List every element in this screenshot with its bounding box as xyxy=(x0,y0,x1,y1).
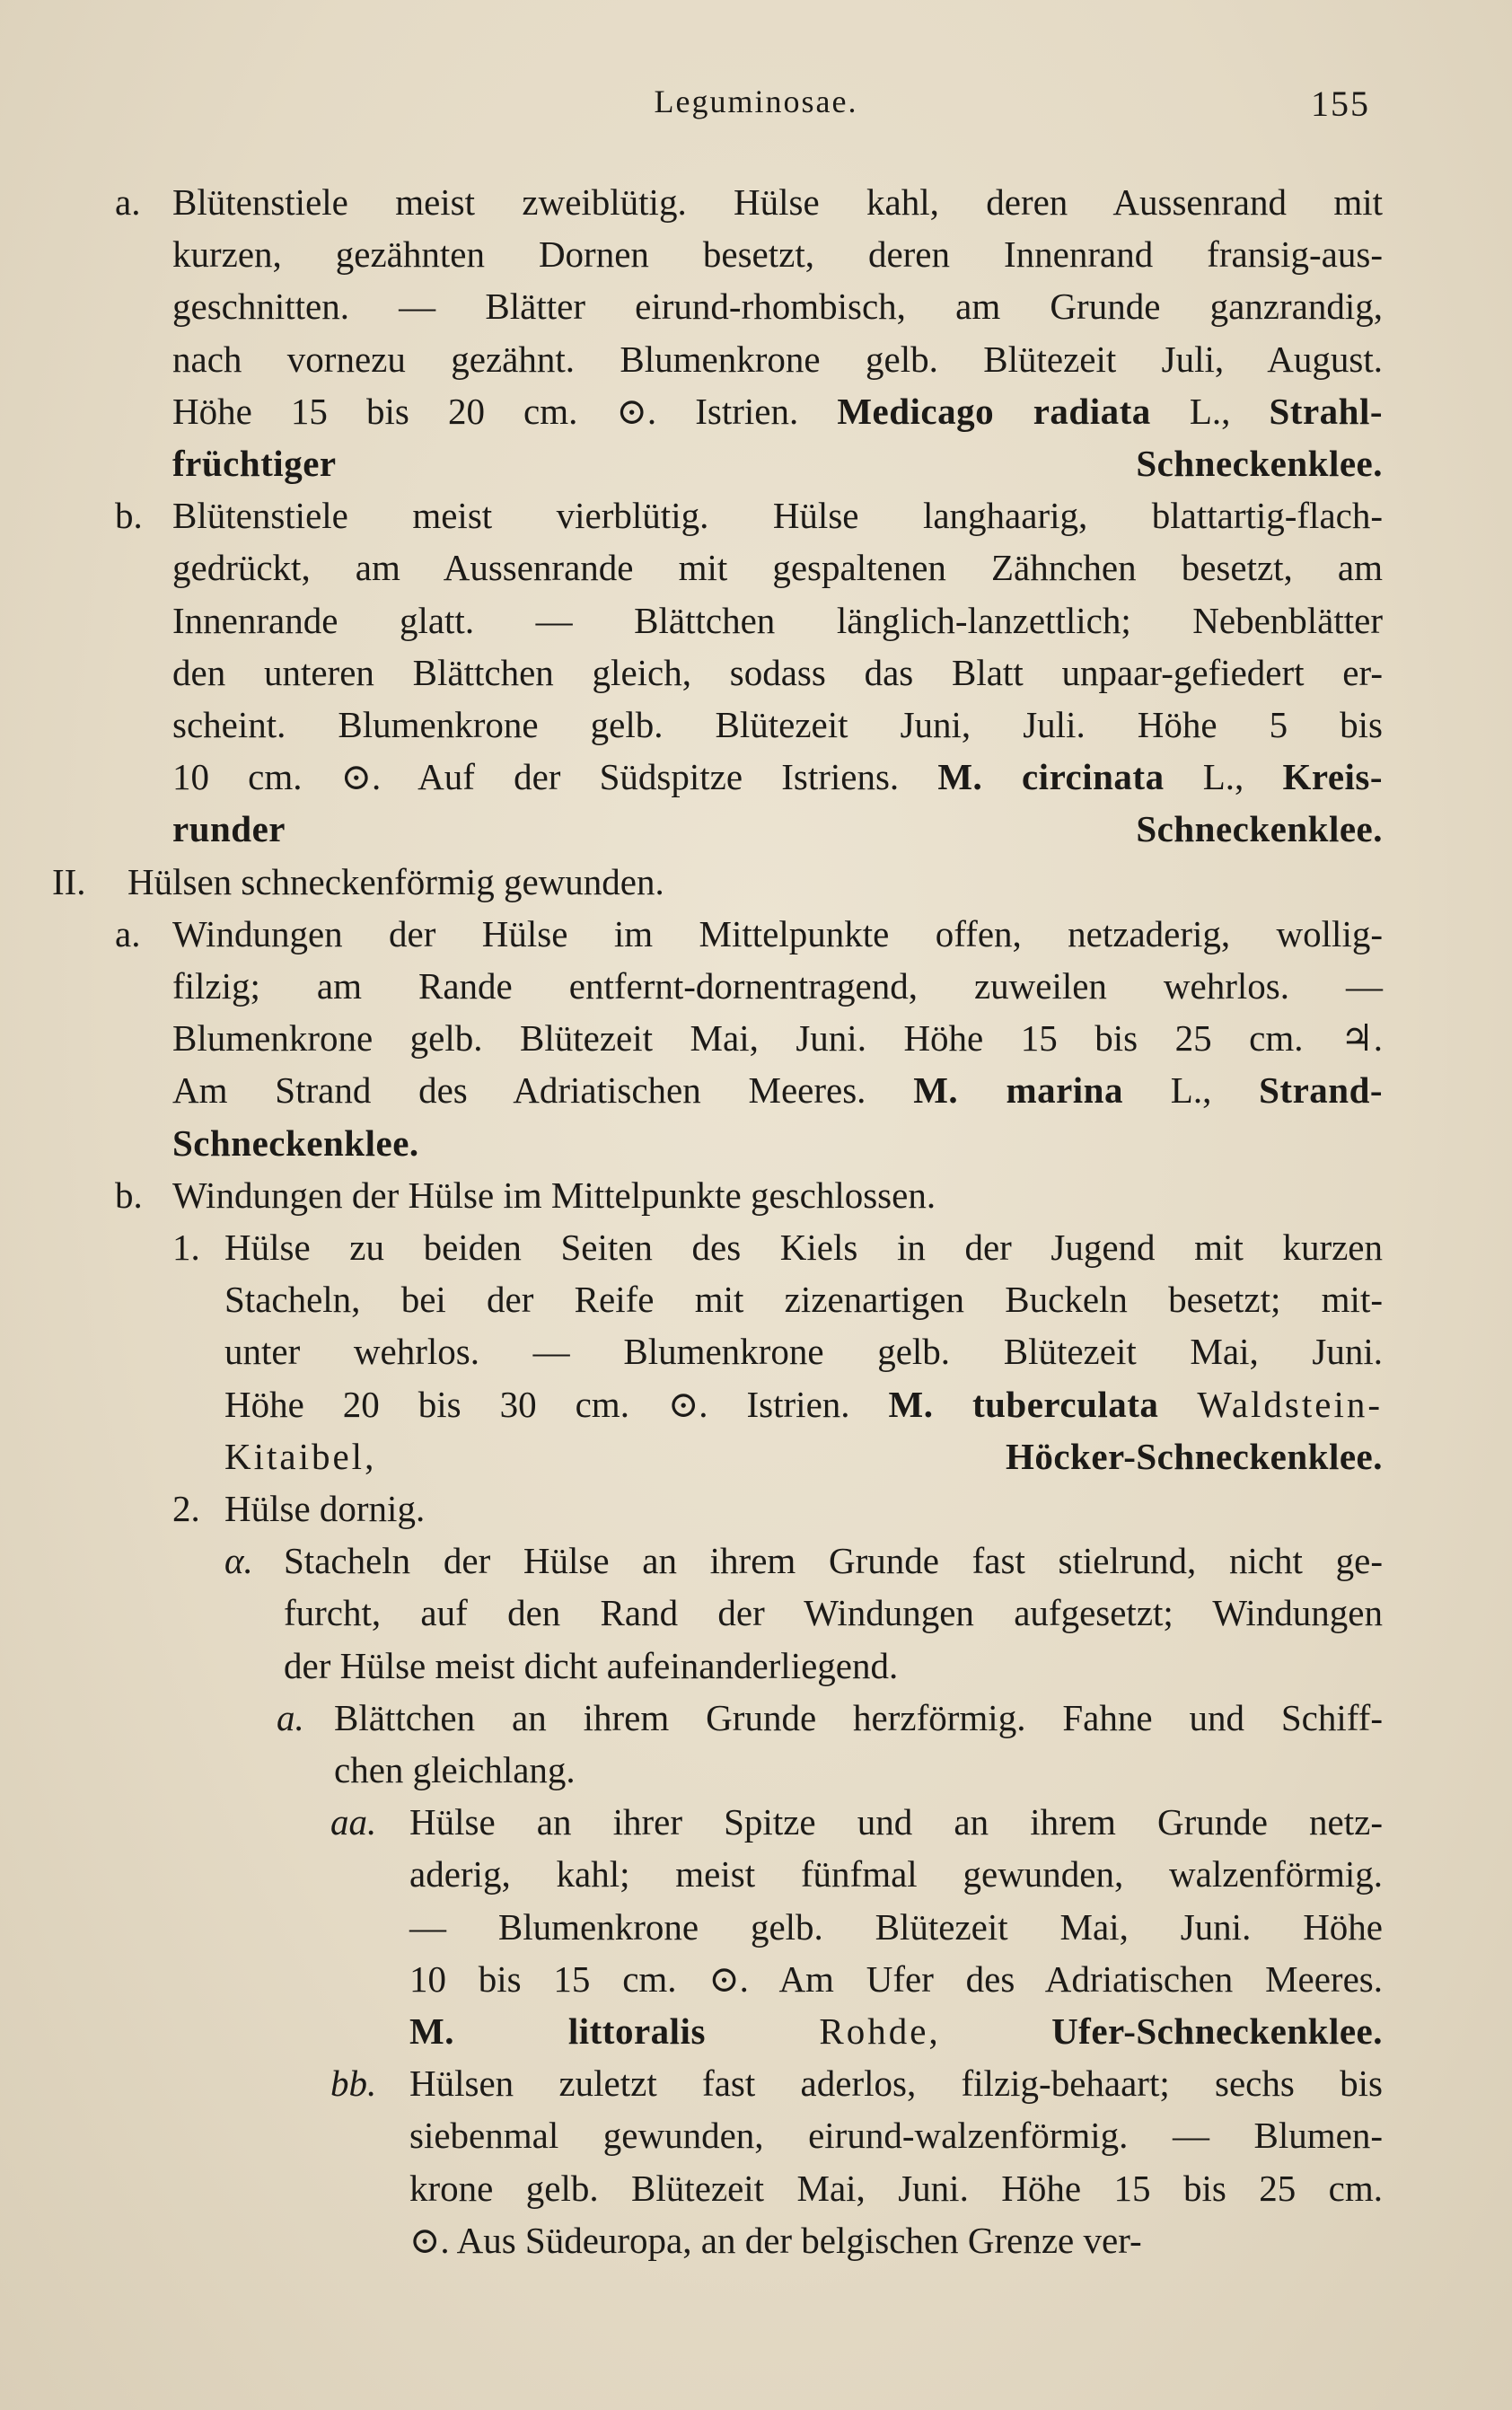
text-line xyxy=(224,1273,1383,1325)
text-line xyxy=(409,1901,1383,1953)
species-name: M. marina xyxy=(913,1069,1123,1112)
species-name: Strand- xyxy=(1259,1069,1384,1112)
text-segment: 10 cm. ⊙. Auf der Südspitze Istriens. xyxy=(172,756,938,798)
item-label: bb. xyxy=(330,2063,377,2105)
text-segment: aderig, kahl; meist fünfmal gewunden, walzenförmig. xyxy=(409,1853,1383,1895)
text-segment: Hülse an ihrer Spitze und an ihrem Grunde netz- xyxy=(409,1801,1383,1843)
text-line xyxy=(284,1535,1383,1587)
page-number: 155 xyxy=(1311,84,1370,124)
item-label: 1. xyxy=(172,1227,200,1268)
text-segment: nach vornezu gezähnt. Blumenkrone gelb. Blütezeit Juli, August. xyxy=(172,338,1383,380)
text-segment: der Hülse meist dicht aufeinanderliegend. xyxy=(284,1644,899,1686)
species-name: M. circinata xyxy=(937,756,1165,798)
text-line xyxy=(172,1117,1383,1169)
text-line xyxy=(224,1378,1383,1430)
species-name: früchtiger Schneckenklee. xyxy=(172,443,1383,484)
item-label: aa. xyxy=(330,1801,377,1843)
author-name: Rohde xyxy=(819,2010,929,2052)
text-line xyxy=(409,2057,1383,2109)
text-segment: Blumenkrone gelb. Blütezeit Mai, Juni. Höhe 15 bis 25 cm. ♃. xyxy=(172,1017,1383,1060)
text-line xyxy=(172,176,1383,228)
text-segment: filzig; am Rande entfernt-dornentragend, zuweilen wehrlos. — xyxy=(172,965,1383,1007)
text-segment: L., xyxy=(1150,390,1270,432)
text-segment: — Blumenkrone gelb. Blütezeit Mai, Juni. Höhe xyxy=(409,1905,1383,1948)
text-line xyxy=(172,333,1383,385)
text-segment: geschnitten. — Blätter eirund-rhombisch, am Grunde ganzrandig, xyxy=(172,286,1383,328)
item-label: a. xyxy=(277,1696,304,1738)
species-name: runder Schneckenklee. xyxy=(172,808,1383,850)
author-name: Kitaibel xyxy=(224,1435,365,1477)
text-segment: 10 bis 15 cm. ⊙. Am Ufer des Adriatischen Meeres. xyxy=(409,1957,1383,2000)
running-header: Leguminosae. xyxy=(654,84,858,119)
text-segment: chen gleichlang. xyxy=(334,1749,576,1790)
text-line xyxy=(284,1640,1383,1692)
text-segment: , xyxy=(365,1435,1006,1477)
text-line xyxy=(172,1064,1383,1116)
text-line xyxy=(224,1325,1383,1377)
text-line xyxy=(409,2214,1383,2266)
species-name: Ufer-Schneckenklee. xyxy=(1051,2010,1384,2052)
species-name: Höcker-Schneckenklee. xyxy=(1005,1435,1383,1477)
text-segment: , xyxy=(928,2010,1052,2052)
text-segment: den unteren Blättchen gleich, sodass das Blatt unpaar-gefiedert er- xyxy=(172,651,1383,693)
text-line xyxy=(172,385,1383,437)
text-line xyxy=(172,646,1383,699)
text-line xyxy=(334,1744,1383,1796)
species-name: Kreis- xyxy=(1282,756,1384,798)
text-line xyxy=(224,1221,1383,1273)
text-segment: Höhe 15 bis 20 cm. ⊙. Istrien. xyxy=(172,390,838,432)
text-line xyxy=(172,489,1383,541)
text-line xyxy=(334,1692,1383,1744)
text-segment: krone gelb. Blütezeit Mai, Juni. Höhe 15 bis 25 cm. xyxy=(409,2167,1383,2209)
item-label: II. xyxy=(52,860,86,902)
text-segment: Hülse zu beiden Seiten des Kiels in der Jugend mit kurzen xyxy=(224,1227,1383,1268)
text-segment: Stacheln, bei der Reife mit zizenartigen Buckeln besetzt; mit- xyxy=(224,1279,1383,1321)
text-line xyxy=(409,2005,1383,2057)
text-segment: Windungen der Hülse im Mittelpunkte offen, netzaderig, wollig- xyxy=(172,912,1383,954)
text-line xyxy=(172,803,1383,855)
item-label: 2. xyxy=(172,1488,200,1529)
text-line xyxy=(172,594,1383,646)
text-line xyxy=(224,1430,1383,1482)
text-segment: Blütenstiele meist vierblütig. Hülse langhaarig, blattartig-flach- xyxy=(172,495,1383,537)
text-line xyxy=(409,1796,1383,1848)
text-line xyxy=(172,699,1383,751)
item-label: α. xyxy=(224,1540,253,1582)
item-label: b. xyxy=(115,495,143,537)
text-segment: siebenmal gewunden, eirund-walzenförmig. — Blumen- xyxy=(409,2115,1383,2157)
species-name: M. littoralis xyxy=(409,2010,706,2052)
text-segment: kurzen, gezähnten Dornen besetzt, deren Innenrand fransig-aus- xyxy=(172,233,1383,276)
text-line xyxy=(172,437,1383,489)
text-segment: Hülsen schneckenförmig gewunden. xyxy=(127,860,664,902)
text-line xyxy=(172,228,1383,280)
text-segment: Blättchen an ihrem Grunde herzförmig. Fahne und Schiff- xyxy=(334,1696,1383,1738)
text-segment: Innenrande glatt. — Blättchen länglich-lanzettlich; Nebenblätter xyxy=(172,599,1383,641)
text-segment: L., xyxy=(1123,1069,1260,1112)
text-line xyxy=(172,751,1383,803)
text-segment: Hülse dornig. xyxy=(224,1488,426,1529)
text-line xyxy=(409,1848,1383,1900)
text-line xyxy=(409,2162,1383,2214)
item-label: b. xyxy=(115,1174,143,1216)
species-name: Strahl- xyxy=(1269,390,1383,432)
text-segment: Blütenstiele meist zweiblütig. Hülse kahl, deren Aussenrand mit xyxy=(172,181,1383,223)
author-name: Waldstein- xyxy=(1197,1383,1384,1425)
text-line xyxy=(409,2109,1383,2161)
text-segment xyxy=(1158,1384,1197,1425)
text-segment: ⊙. Aus Südeuropa, an der belgischen Grenze ver- xyxy=(409,2219,1142,2261)
text-segment: furcht, auf den Rand der Windungen aufgesetzt; Windungen xyxy=(284,1592,1383,1634)
species-name: Medicago radiata xyxy=(837,390,1151,432)
text-line xyxy=(172,908,1383,960)
text-line xyxy=(172,541,1383,594)
item-label: a. xyxy=(115,912,141,954)
text-segment: gedrückt, am Aussenrande mit gespaltenen Zähnchen besetzt, am xyxy=(172,547,1383,589)
text-line xyxy=(224,1482,1383,1535)
text-segment: Höhe 20 bis 30 cm. ⊙. Istrien. xyxy=(224,1383,889,1425)
text-segment xyxy=(706,2010,819,2052)
text-segment: scheint. Blumenkrone gelb. Blütezeit Juni, Juli. Höhe 5 bis xyxy=(172,704,1383,745)
text-line xyxy=(172,1169,1383,1221)
text-segment: L., xyxy=(1164,756,1283,798)
species-name: M. tuberculata xyxy=(888,1383,1159,1425)
text-segment: unter wehrlos. — Blumenkrone gelb. Blütezeit Mai, Juni. xyxy=(224,1331,1383,1373)
text-segment: Hülsen zuletzt fast aderlos, filzig-behaart; sechs bis xyxy=(409,2063,1383,2105)
text-line xyxy=(127,856,1383,908)
text-line xyxy=(284,1587,1383,1639)
text-segment: Stacheln der Hülse an ihrem Grunde fast stielrund, nicht ge- xyxy=(284,1540,1383,1582)
species-name: Schneckenklee. xyxy=(172,1121,419,1164)
text-line xyxy=(172,280,1383,332)
text-segment: Windungen der Hülse im Mittelpunkte geschlossen. xyxy=(172,1174,936,1216)
text-line xyxy=(172,960,1383,1012)
text-line xyxy=(409,1953,1383,2005)
text-line xyxy=(172,1012,1383,1064)
item-label: a. xyxy=(115,181,141,223)
text-segment: Am Strand des Adriatischen Meeres. xyxy=(172,1069,914,1112)
